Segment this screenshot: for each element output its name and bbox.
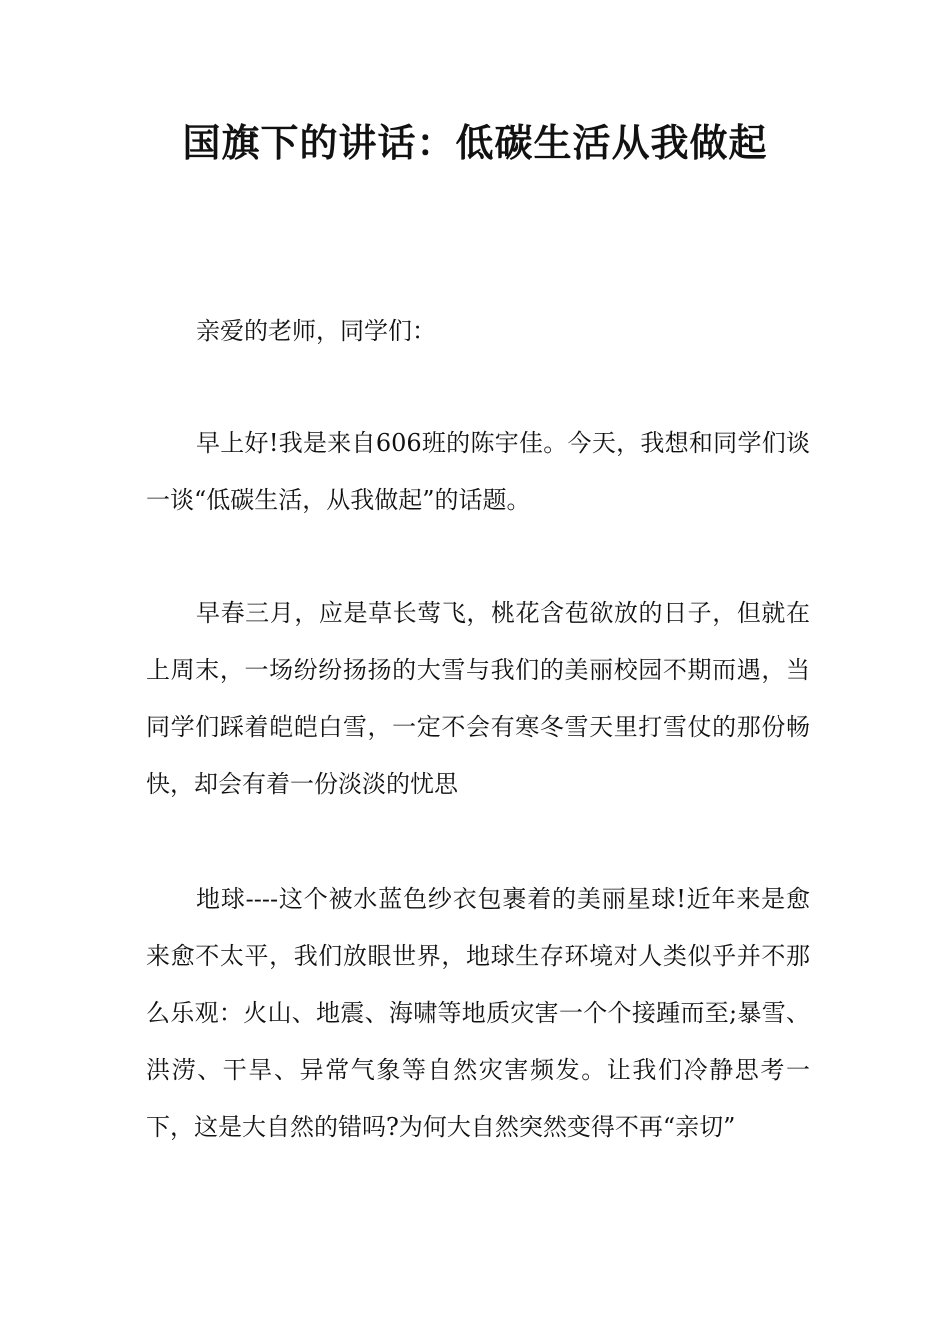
greeting-line: 亲爱的老师，同学们：: [196, 317, 436, 345]
paragraph-3: 地球----这个被水蓝色纱衣包裹着的美丽星球!近年来是愈来愈不太平，我们放眼世界，地球生存环境对人类似乎并不那么乐观：火山、地震、海啸等地质灾害一个个接踵而至;暴雪、洪涝、干旱、异常气象等自然灾害频发。让我们冷静思考一下，这是大自然的错吗?为何大自然突然变得不再“亲切”: [146, 885, 810, 1141]
document-title: 国旗下的讲话：低碳生活从我做起: [182, 121, 768, 165]
paragraph-2: 早春三月，应是草长莺飞，桃花含苞欲放的日子，但就在上周末，一场纷纷扬扬的大雪与我们的美丽校园不期而遇，当同学们踩着皑皑白雪，一定不会有寒冬雪天里打雪仗的那份畅快，却会有着一份淡淡的忧思: [146, 599, 810, 798]
paragraph-1: 早上好!我是来自606班的陈宇佳。今天，我想和同学们谈一谈“低碳生活，从我做起”的话题。: [146, 429, 810, 514]
